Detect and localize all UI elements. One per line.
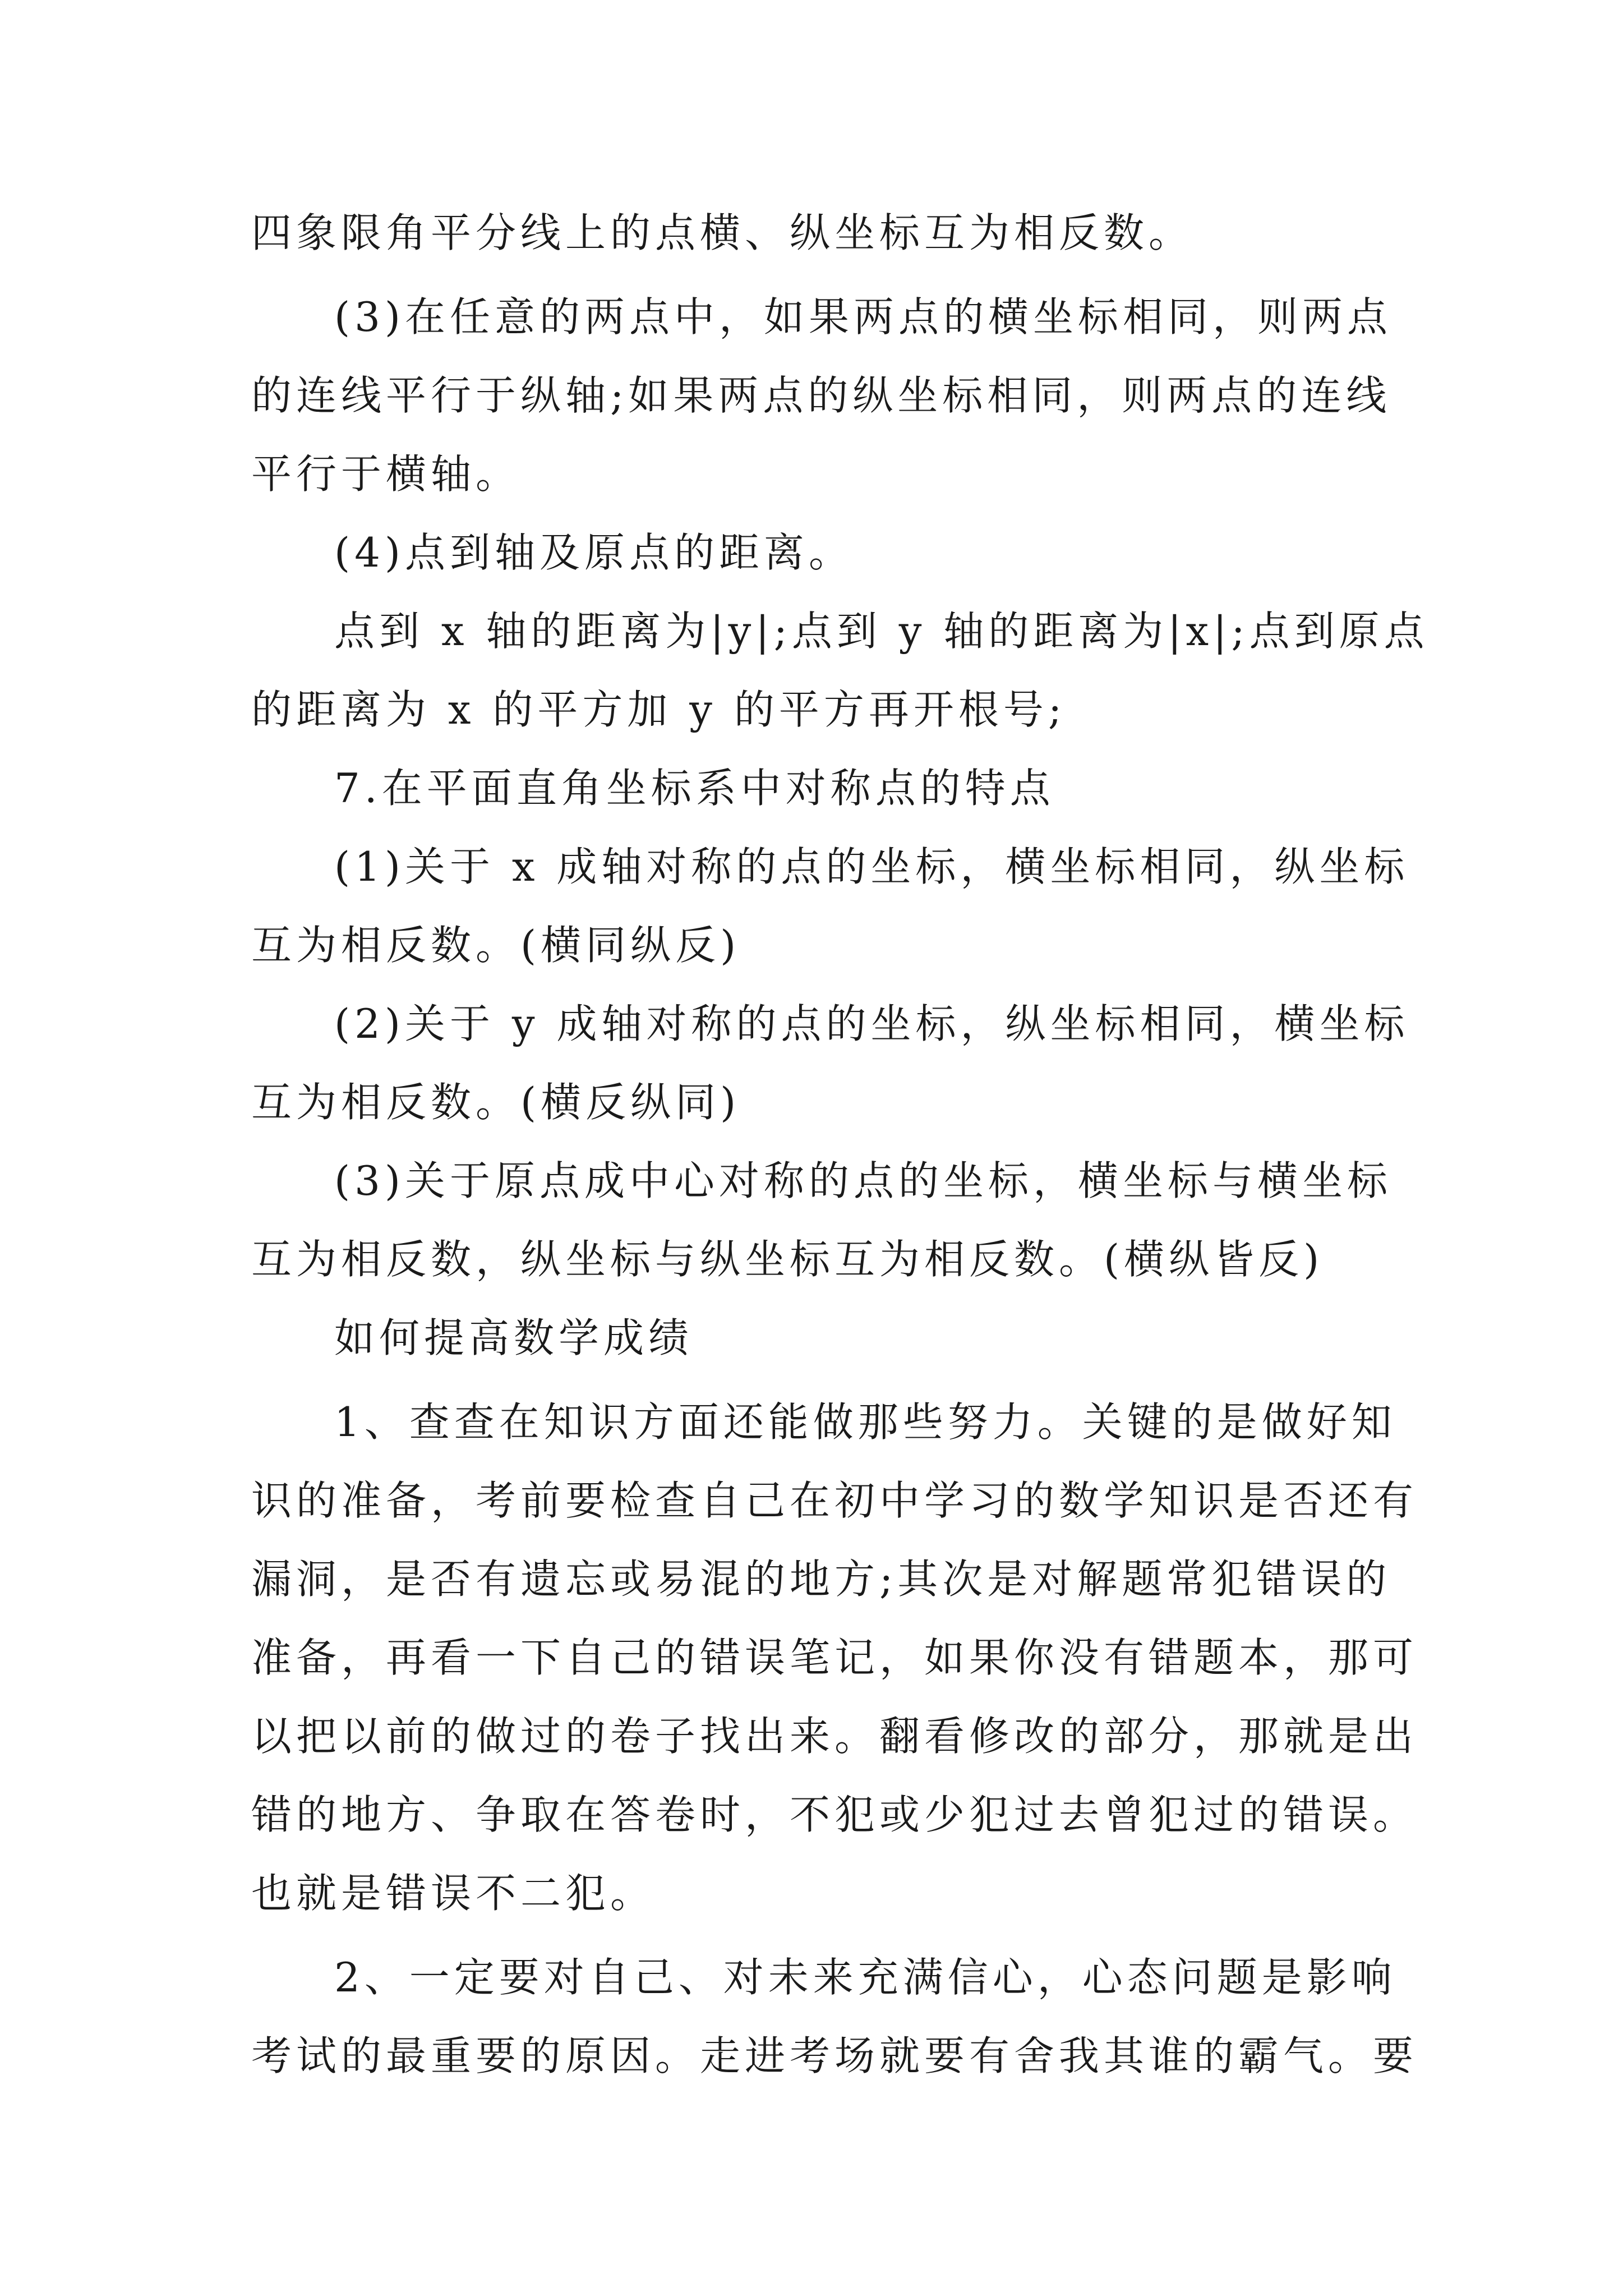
text-line: 的距离为 x 的平方加 y 的平方再开根号; — [251, 686, 1067, 733]
text-line: 识的准备，考前要检查自己在初中学习的数学知识是否还有 — [251, 1477, 1418, 1524]
text-line: 的连线平行于纵轴;如果两点的纵坐标相同，则两点的连线 — [251, 372, 1391, 419]
text-line: (1)关于 x 成轴对称的点的坐标，横坐标相同，纵坐标 — [334, 843, 1409, 890]
text-line: (3)在任意的两点中，如果两点的横坐标相同，则两点 — [334, 293, 1392, 341]
text-line: (2)关于 y 成轴对称的点的坐标，纵坐标相同，横坐标 — [334, 1000, 1409, 1047]
text-line: 点到 x 轴的距离为|y|;点到 y 轴的距离为|x|;点到原点 — [334, 608, 1429, 655]
text-line: 考试的最重要的原因。走进考场就要有舍我其谁的霸气。要 — [251, 2032, 1418, 2079]
text-line: 也就是错误不二犯。 — [251, 1870, 656, 1917]
text-line: (3)关于原点成中心对称的点的坐标，横坐标与横坐标 — [334, 1157, 1392, 1204]
text-line: 互为相反数。(横同纵反) — [251, 922, 741, 969]
text-line: 错的地方、争取在答卷时，不犯或少犯过去曾犯过的错误。 — [251, 1791, 1418, 1838]
text-line: 四象限角平分线上的点横、纵坐标互为相反数。 — [251, 209, 1194, 256]
text-line: 7.在平面直角坐标系中对称点的特点 — [334, 765, 1055, 812]
text-line: 互为相反数。(横反纵同) — [251, 1079, 741, 1126]
text-line: 以把以前的做过的卷子找出来。翻看修改的部分，那就是出 — [251, 1713, 1418, 1760]
text-line: 平行于横轴。 — [251, 450, 521, 498]
text-line: (4)点到轴及原点的距离。 — [334, 529, 854, 576]
text-line: 2、一定要对自己、对未来充满信心，心态问题是影响 — [334, 1954, 1396, 2001]
text-line: 互为相反数，纵坐标与纵坐标互为相反数。(横纵皆反) — [251, 1236, 1324, 1283]
text-line: 1、查查在知识方面还能做那些努力。关键的是做好知 — [334, 1398, 1396, 1446]
section-heading: 如何提高数学成绩 — [334, 1314, 694, 1361]
text-line: 漏洞，是否有遗忘或易混的地方;其次是对解题常犯错误的 — [251, 1556, 1391, 1603]
text-line: 准备，再看一下自己的错误笔记，如果你没有错题本，那可 — [251, 1634, 1418, 1681]
